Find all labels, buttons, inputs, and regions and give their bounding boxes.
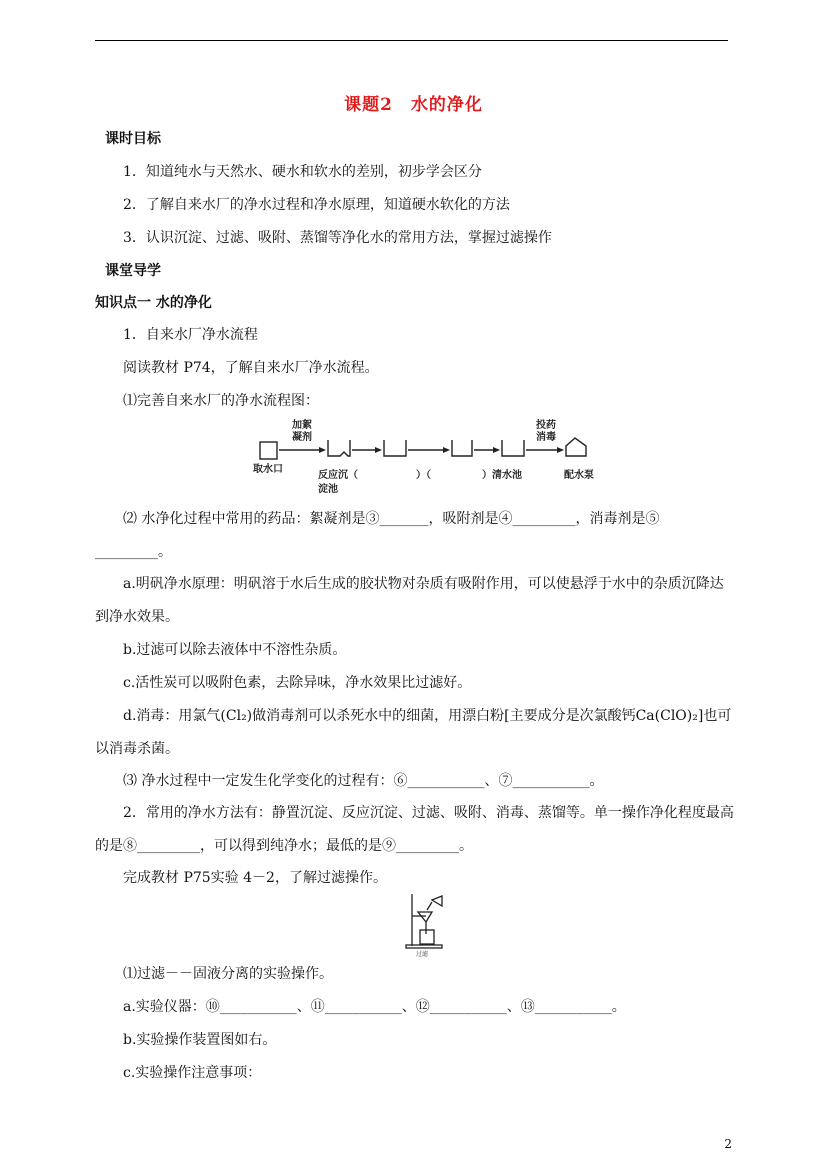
tank-3 xyxy=(384,440,406,456)
flow-label-reaction-b: 淀池 xyxy=(318,484,338,495)
arrow-5 xyxy=(557,447,564,453)
question-2-line-1: ⑵ 水净化过程中常用的药品：絮凝剂是③_______，吸附剂是④_________，消毒剂是⑤ xyxy=(123,511,660,527)
flow-label-intake: 取水口 xyxy=(253,464,283,475)
filtration-caption: 过滤 xyxy=(416,951,429,958)
clear-water-tank xyxy=(502,440,524,456)
knowledge-point-heading: 知识点一 水的净化 xyxy=(95,295,212,311)
arrow-3 xyxy=(443,447,450,453)
water-plant-flow-diagram xyxy=(250,418,640,500)
flow-top-label-1a: 加絮 xyxy=(292,420,312,431)
flow-top-label-1b: 凝剂 xyxy=(292,432,312,443)
guide-heading: 课堂导学 xyxy=(105,263,161,279)
paragraph-carbon: c.活性炭可以吸附色素，去除异味，净水效果比过滤好。 xyxy=(123,675,472,691)
arrow-4 xyxy=(493,447,500,453)
arrow-2 xyxy=(375,447,382,453)
reaction-tank xyxy=(328,440,350,456)
filtration-definition: ⑴过滤－－固液分离的实验操作。 xyxy=(123,966,333,982)
reading-instruction: 阅读教材 P74，了解自来水厂净水流程。 xyxy=(123,360,379,376)
flow-label-pump: 配水泵 xyxy=(564,470,594,481)
item-1-heading: 1．自来水厂净水流程 xyxy=(123,327,258,343)
flow-label-clear-tank: ）清水池 xyxy=(482,470,522,481)
paragraph-filter: b.过滤可以除去液体中不溶性杂质。 xyxy=(123,642,347,658)
objective-3: 3．认识沉淀、过滤、吸附、蒸馏等净化水的常用方法，掌握过滤操作 xyxy=(123,230,552,246)
filtration-apparatus-figure xyxy=(402,890,450,958)
intake-box xyxy=(260,442,277,459)
objective-2: 2．了解自来水厂的净水过程和净水原理，知道硬水软化的方法 xyxy=(123,197,510,213)
item-2-methods: 2．常用的净水方法有：静置沉淀、反应沉淀、过滤、吸附、消毒、蒸馏等。单一操作净化程度最高的是⑧_________，可以得到纯净水；最低的是⑨_________。 xyxy=(95,805,734,854)
apparatus-line: b.实验操作装置图如右。 xyxy=(123,1032,277,1048)
experiment-instruction: 完成教材 P75实验 4－2，了解过滤操作。 xyxy=(123,870,387,886)
pump-house xyxy=(566,438,586,456)
flow-label-reaction-a: 反应沉（ xyxy=(318,470,358,481)
question-2-line-2: _________。 xyxy=(95,544,172,560)
page-number: 2 xyxy=(724,1137,732,1151)
arrow-1 xyxy=(319,447,326,453)
question-3: ⑶ 净水过程中一定发生化学变化的过程有：⑥___________、⑦___________。 xyxy=(123,773,604,789)
question-1: ⑴完善自来水厂的净水流程图： xyxy=(123,393,319,409)
flow-top-label-2a: 投药 xyxy=(536,420,556,431)
tank-4 xyxy=(452,440,472,456)
flow-label-blanks: ）（ xyxy=(416,470,431,481)
instruments-line: a.实验仪器：⑩___________、⑪___________、⑫___________、⑬___________。 xyxy=(123,999,626,1015)
page-title: 课题2 水的净化 xyxy=(344,95,483,115)
header-rule xyxy=(95,40,728,41)
paragraph-disinfect: d.消毒：用氯气(Cl₂)做消毒剂可以杀死水中的细菌，用漂白粉[主要成分是次氯酸钙Ca(ClO)₂]也可以消毒杀菌。 xyxy=(95,708,732,757)
flow-top-label-2b: 消毒 xyxy=(536,432,556,443)
precautions-line: c.实验操作注意事项： xyxy=(123,1065,262,1081)
objective-1: 1．知道纯水与天然水、硬水和软水的差别，初步学会区分 xyxy=(123,164,482,180)
objectives-heading: 课时目标 xyxy=(105,131,161,147)
paragraph-alum: a.明矾净水原理：明矾溶于水后生成的胶状物对杂质有吸附作用，可以使悬浮于水中的杂质沉降达到净水效果。 xyxy=(95,576,724,625)
